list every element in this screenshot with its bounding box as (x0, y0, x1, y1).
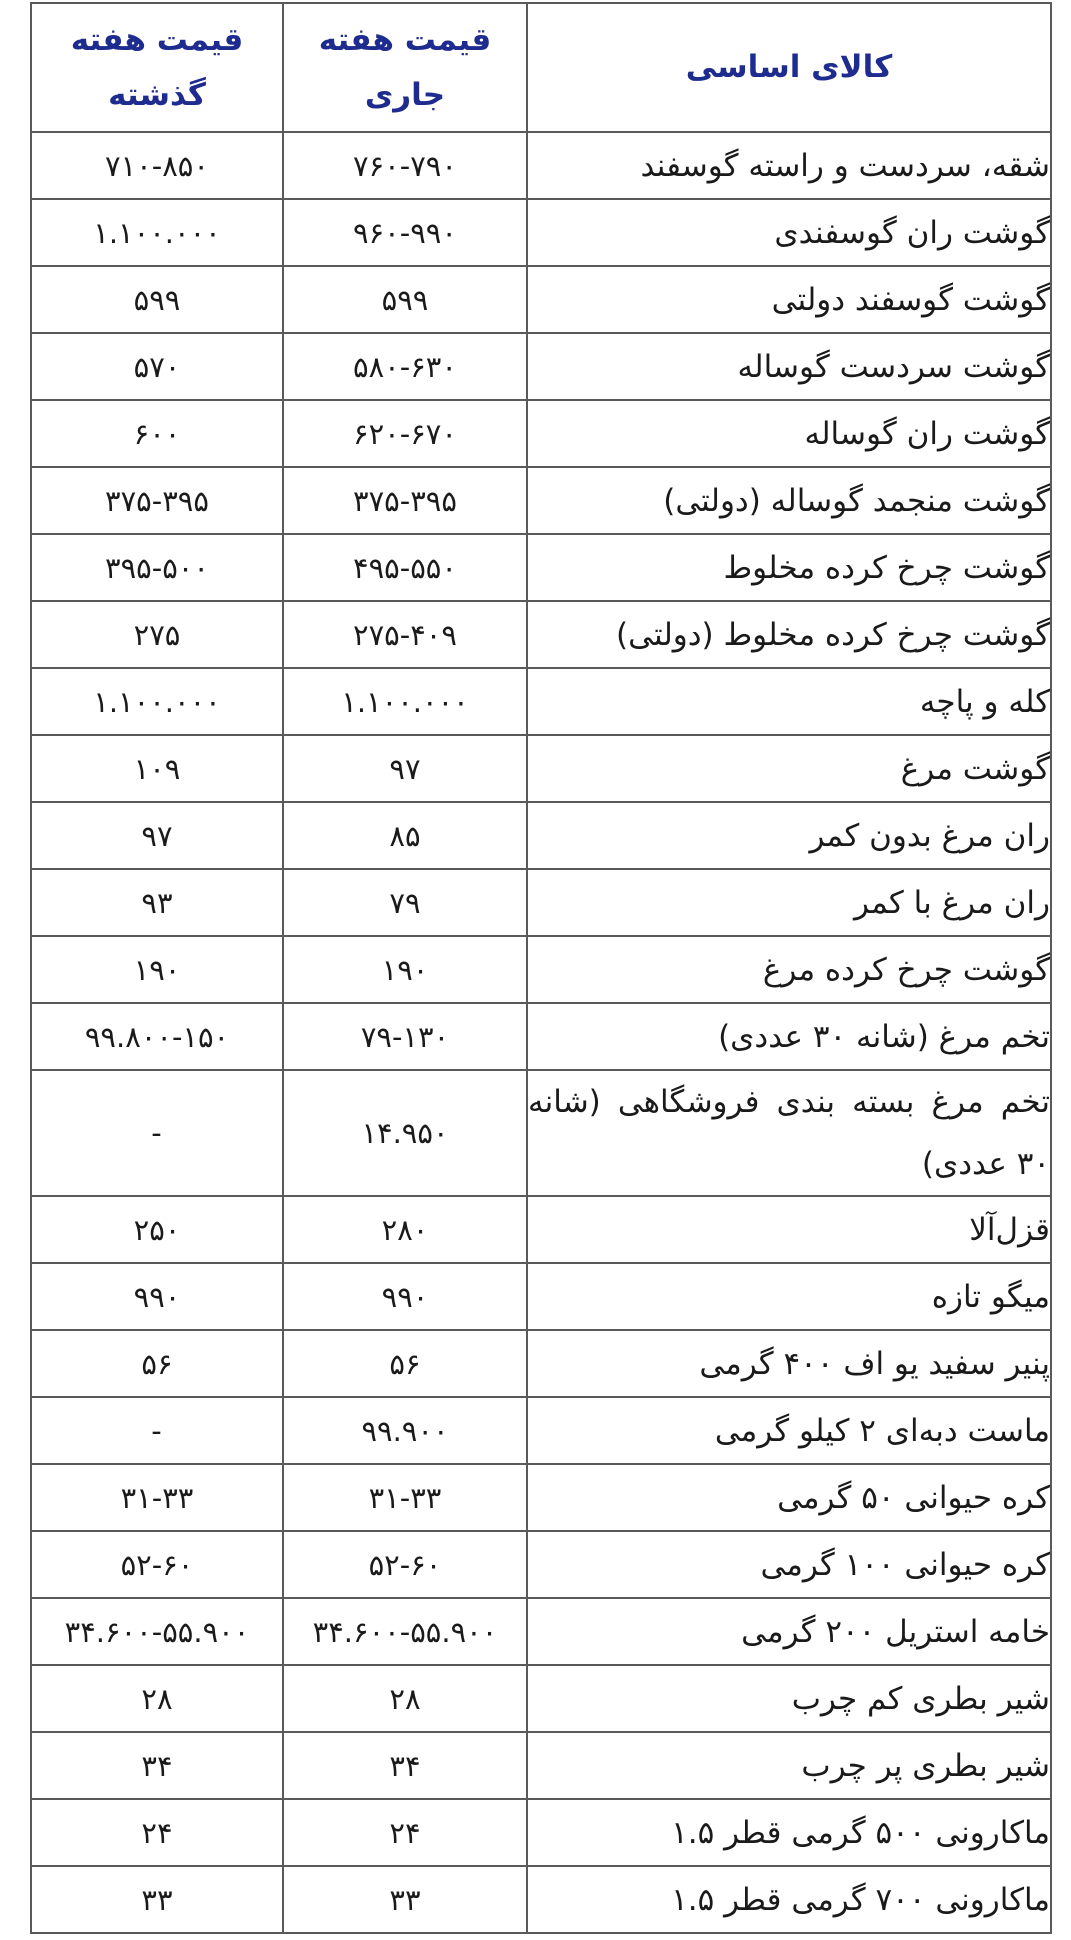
previous-price-cell: ۲۷۵ (31, 601, 283, 668)
current-price-cell: ۸۵ (283, 802, 527, 869)
previous-price-cell: ۶۰۰ (31, 400, 283, 467)
item-name-cell: شیر بطری کم چرب (527, 1665, 1051, 1732)
previous-price-cell: ۷۱۰-۸۵۰ (31, 132, 283, 199)
current-price-cell: ۶۲۰-۶۷۰ (283, 400, 527, 467)
item-name-cell: گوشت گوسفند دولتی (527, 266, 1051, 333)
current-price-cell: ۹۶۰-۹۹۰ (283, 199, 527, 266)
table-row (31, 1799, 1051, 1866)
item-name-cell: تخم مرغ (شانه ۳۰ عددی) (527, 1003, 1051, 1070)
current-price-cell: ۵۹۹ (283, 266, 527, 333)
table-row (31, 534, 1051, 601)
item-name-cell: گوشت چرخ کرده مرغ (527, 936, 1051, 1003)
table-row (31, 199, 1051, 266)
previous-price-cell: ۵۷۰ (31, 333, 283, 400)
previous-price-cell: ۵۹۹ (31, 266, 283, 333)
table-row (31, 266, 1051, 333)
item-name-cell: ران مرغ بدون کمر (527, 802, 1051, 869)
table-row (31, 467, 1051, 534)
table-row (31, 802, 1051, 869)
header-previous-line1: قیمت هفته (70, 21, 244, 58)
current-price-cell: ۷۹ (283, 869, 527, 936)
previous-price-cell: ۵۲-۶۰ (31, 1531, 283, 1598)
header-item-label: کالای اساسی (685, 49, 893, 85)
item-name-cell: شیر بطری پر چرب (527, 1732, 1051, 1799)
current-price-cell: ۵۶ (283, 1330, 527, 1397)
table-row (31, 1397, 1051, 1464)
table-header-row (31, 3, 1051, 132)
current-price-cell: ۷۹-۱۳۰ (283, 1003, 527, 1070)
current-price-cell: ۷۶۰-۷۹۰ (283, 132, 527, 199)
table-row (31, 869, 1051, 936)
table-row (31, 1732, 1051, 1799)
table-row (31, 1263, 1051, 1330)
current-price-cell: ۱۹۰ (283, 936, 527, 1003)
table-row (31, 1531, 1051, 1598)
table-row (31, 1464, 1051, 1531)
current-price-cell: ۳۷۵-۳۹۵ (283, 467, 527, 534)
previous-price-cell: - (31, 1070, 283, 1196)
current-price-cell: ۱.۱۰۰.۰۰۰ (283, 668, 527, 735)
table-row (31, 1070, 1051, 1196)
price-table (30, 2, 1052, 1934)
table-row (31, 936, 1051, 1003)
current-price-cell: ۲۸ (283, 1665, 527, 1732)
item-name-cell: گوشت ران گوساله (527, 400, 1051, 467)
current-price-cell: ۳۳ (283, 1866, 527, 1933)
current-price-cell: ۹۷ (283, 735, 527, 802)
table-row (31, 1330, 1051, 1397)
item-name-cell: میگو تازه (527, 1263, 1051, 1330)
table-row (31, 400, 1051, 467)
table-row (31, 1665, 1051, 1732)
item-name-cell: ماکارونی ۷۰۰ گرمی قطر ۱.۵ (527, 1866, 1051, 1933)
table-row (31, 735, 1051, 802)
current-price-cell: ۵۲-۶۰ (283, 1531, 527, 1598)
current-price-cell: ۹۹.۹۰۰ (283, 1397, 527, 1464)
item-name-cell: گوشت چرخ کرده مخلوط (527, 534, 1051, 601)
table-row (31, 601, 1051, 668)
current-price-cell: ۲۴ (283, 1799, 527, 1866)
current-price-cell: ۵۸۰-۶۳۰ (283, 333, 527, 400)
item-name-cell: گوشت منجمد گوساله (دولتی) (527, 467, 1051, 534)
header-current-week (283, 3, 527, 132)
table-row (31, 132, 1051, 199)
previous-price-cell: ۱.۱۰۰.۰۰۰ (31, 668, 283, 735)
previous-price-cell: ۳۷۵-۳۹۵ (31, 467, 283, 534)
previous-price-cell: ۱۹۰ (31, 936, 283, 1003)
item-name-cell: کره حیوانی ۱۰۰ گرمی (527, 1531, 1051, 1598)
previous-price-cell: ۵۶ (31, 1330, 283, 1397)
previous-price-cell: ۹۷ (31, 802, 283, 869)
table-row (31, 1196, 1051, 1263)
item-name-cell: خامه استریل ۲۰۰ گرمی (527, 1598, 1051, 1665)
table-row (31, 333, 1051, 400)
current-price-cell: ۳۴ (283, 1732, 527, 1799)
current-price-cell: ۲۸۰ (283, 1196, 527, 1263)
table-body (31, 132, 1051, 1933)
item-name-cell: ماست دبه‌ای ۲ کیلو گرمی (527, 1397, 1051, 1464)
previous-price-cell: - (31, 1397, 283, 1464)
header-item (527, 3, 1051, 132)
previous-price-cell: ۱۰۹ (31, 735, 283, 802)
table-row (31, 1866, 1051, 1933)
item-name-cell: گوشت ران گوسفندی (527, 199, 1051, 266)
previous-price-cell: ۳۳ (31, 1866, 283, 1933)
item-name-cell: کره حیوانی ۵۰ گرمی (527, 1464, 1051, 1531)
previous-price-cell: ۱.۱۰۰.۰۰۰ (31, 199, 283, 266)
current-price-cell: ۱۴.۹۵۰ (283, 1070, 527, 1196)
header-current-line1: قیمت هفته (318, 21, 492, 58)
previous-price-cell: ۲۵۰ (31, 1196, 283, 1263)
previous-price-cell: ۳۹۵-۵۰۰ (31, 534, 283, 601)
previous-price-cell: ۹۳ (31, 869, 283, 936)
table-row (31, 1598, 1051, 1665)
previous-price-cell: ۲۸ (31, 1665, 283, 1732)
header-current-line2: جاری (364, 76, 446, 113)
item-name-cell: قزل‌آلا (527, 1196, 1051, 1263)
item-name-cell: گوشت چرخ کرده مخلوط (دولتی) (527, 601, 1051, 668)
item-name-cell: شقه، سردست و راسته گوسفند (527, 132, 1051, 199)
table-row (31, 1003, 1051, 1070)
previous-price-cell: ۹۹.۸۰۰-۱۵۰ (31, 1003, 283, 1070)
header-previous-line2: گذشته (108, 76, 206, 113)
item-name-cell: ماکارونی ۵۰۰ گرمی قطر ۱.۵ (527, 1799, 1051, 1866)
current-price-cell: ۳۴.۶۰۰-۵۵.۹۰۰ (283, 1598, 527, 1665)
item-name-cell: پنیر سفید یو اف ۴۰۰ گرمی (527, 1330, 1051, 1397)
item-name-cell: تخم مرغ بسته بندی فروشگاهی (شانه ۳۰ عددی) (527, 1070, 1051, 1196)
item-name-cell: کله و پاچه (527, 668, 1051, 735)
header-previous-week (31, 3, 283, 132)
item-name-cell: گوشت مرغ (527, 735, 1051, 802)
current-price-cell: ۹۹۰ (283, 1263, 527, 1330)
current-price-cell: ۴۹۵-۵۵۰ (283, 534, 527, 601)
previous-price-cell: ۲۴ (31, 1799, 283, 1866)
current-price-cell: ۳۱-۳۳ (283, 1464, 527, 1531)
previous-price-cell: ۳۴.۶۰۰-۵۵.۹۰۰ (31, 1598, 283, 1665)
current-price-cell: ۲۷۵-۴۰۹ (283, 601, 527, 668)
item-name-cell: گوشت سردست گوساله (527, 333, 1051, 400)
table-row (31, 668, 1051, 735)
previous-price-cell: ۳۴ (31, 1732, 283, 1799)
item-name-cell: ران مرغ با کمر (527, 869, 1051, 936)
previous-price-cell: ۳۱-۳۳ (31, 1464, 283, 1531)
previous-price-cell: ۹۹۰ (31, 1263, 283, 1330)
